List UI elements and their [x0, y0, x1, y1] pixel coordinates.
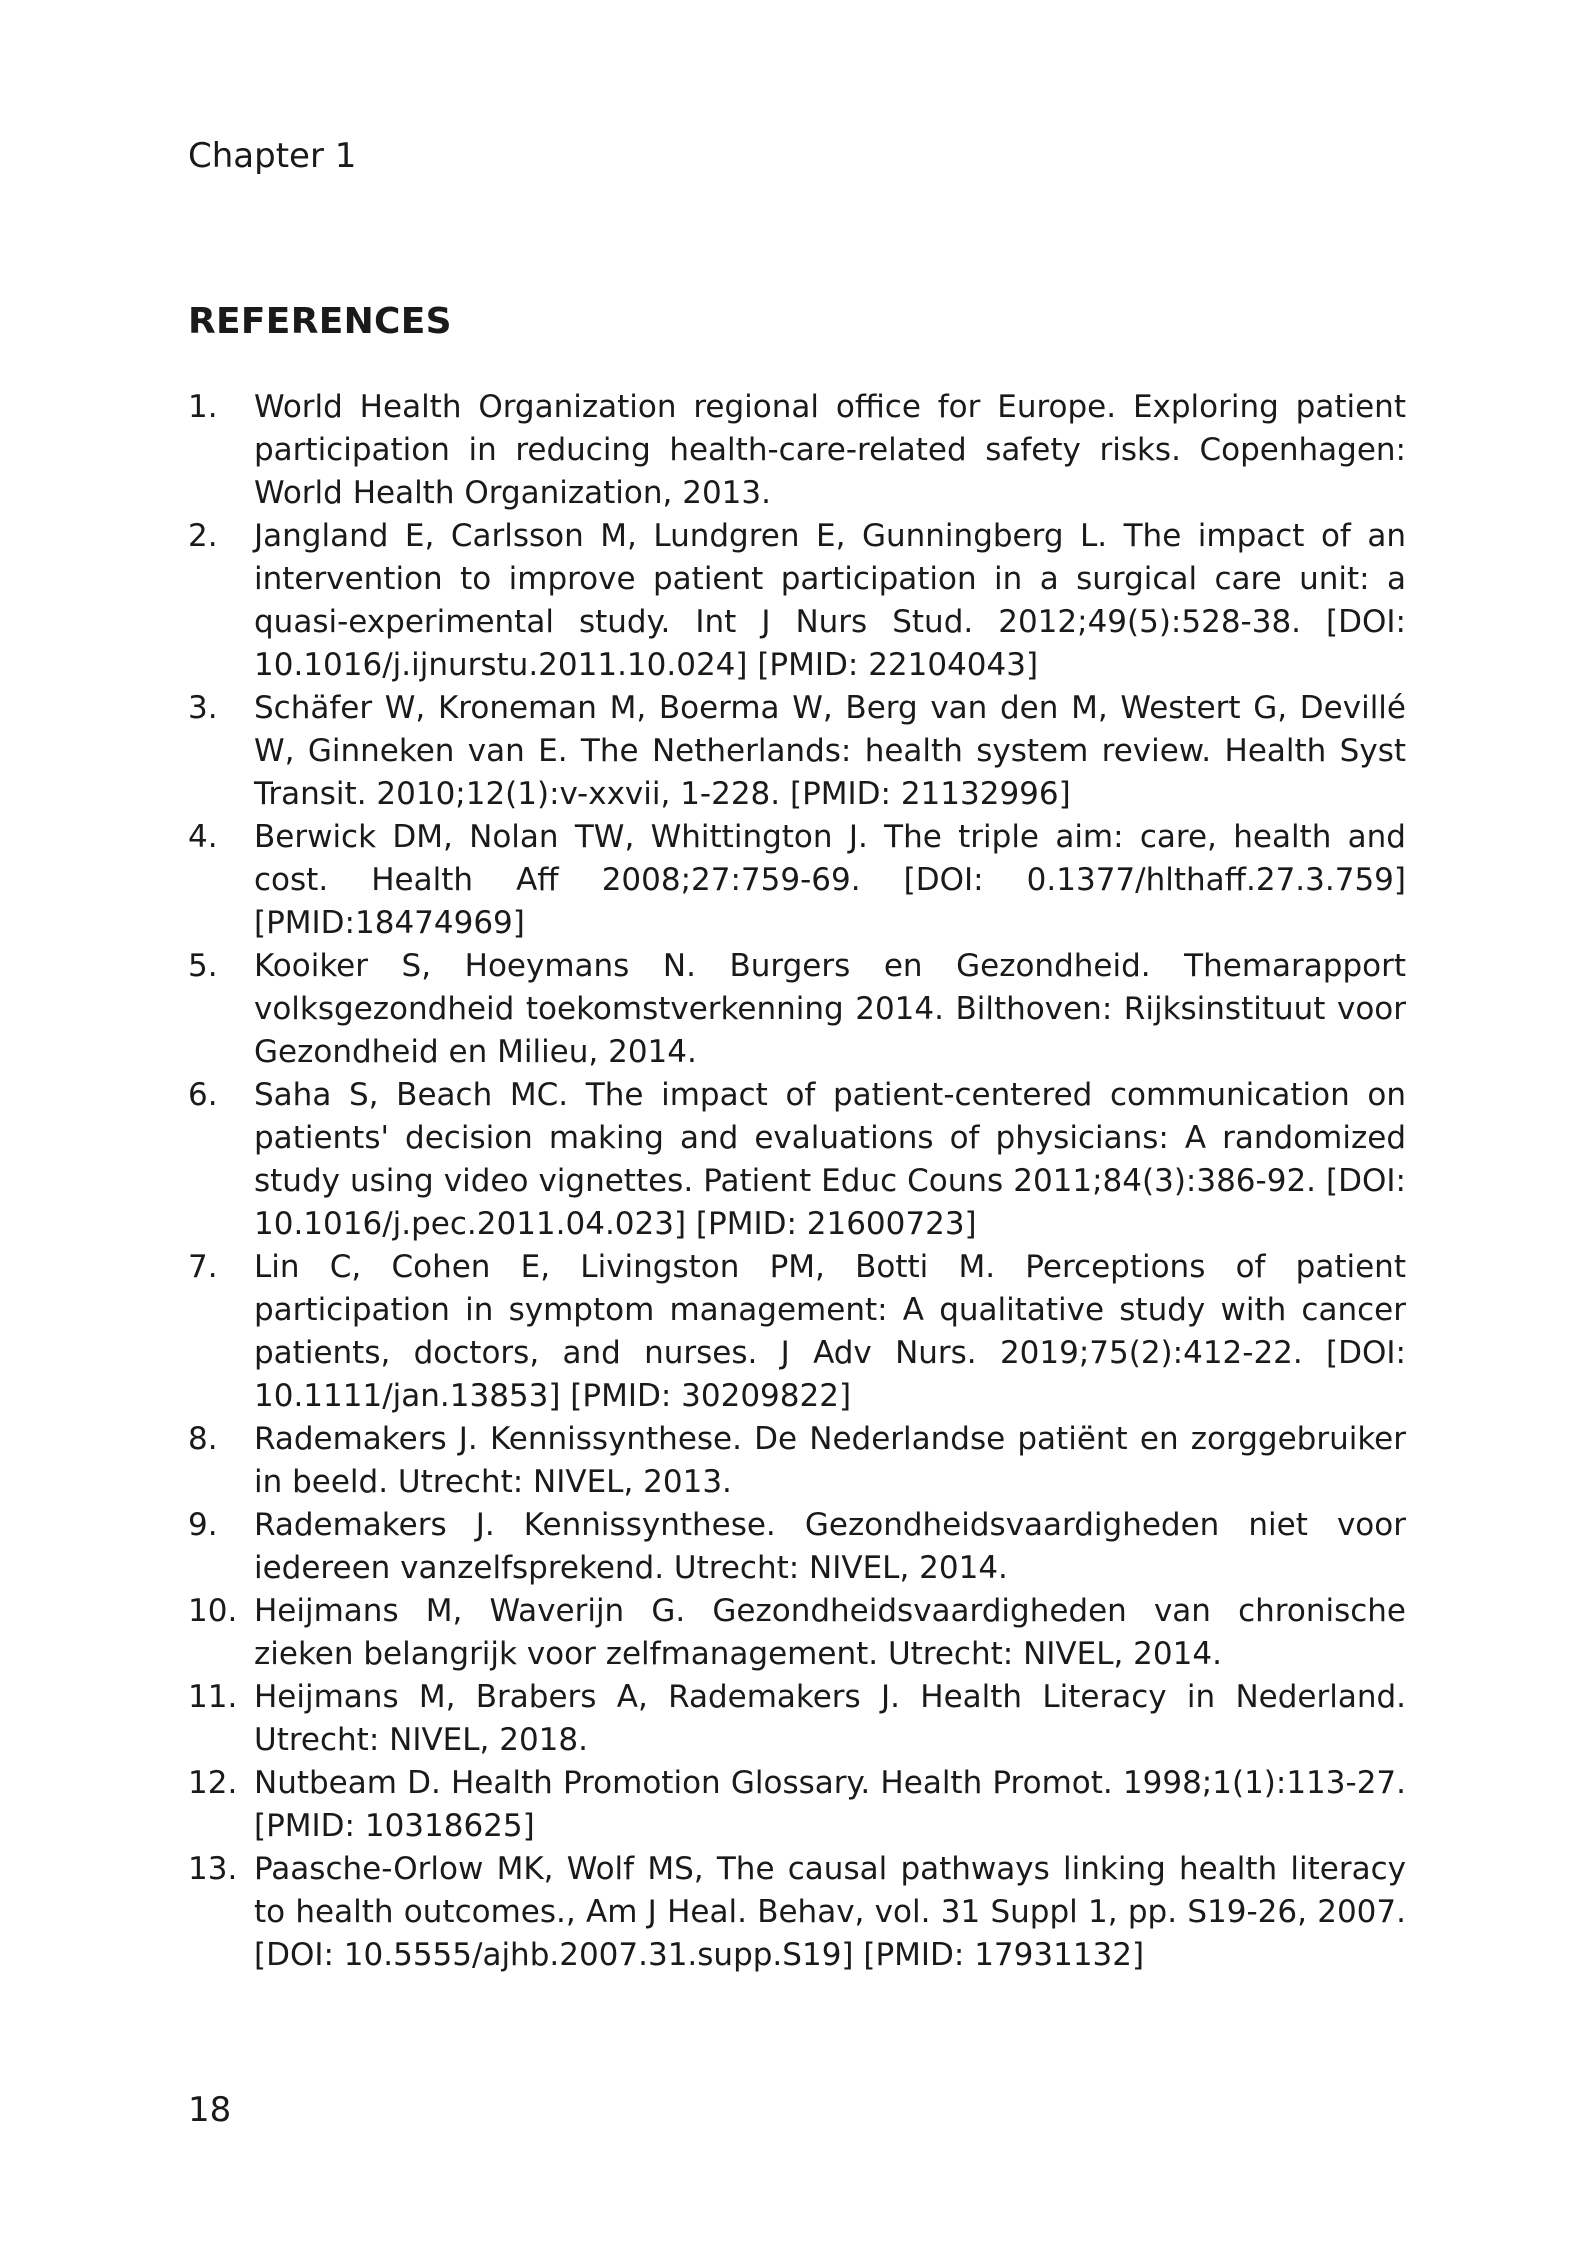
reference-item: [188, 1762, 1406, 1848]
reference-number: 11.: [188, 1679, 238, 1715]
reference-number: 1.: [188, 389, 218, 425]
reference-number: 10.: [188, 1593, 238, 1629]
reference-number: 7.: [188, 1249, 218, 1285]
reference-item: [188, 1074, 1406, 1246]
reference-item: [188, 816, 1406, 945]
reference-number: 13.: [188, 1851, 238, 1887]
reference-text: Heijmans M, Waverijn G. Gezondheidsvaardigheden van chronische zieken belangrijk voor zelfmanagement. Utrecht: NIVEL, 2014.: [254, 1593, 1406, 1672]
reference-number: 5.: [188, 948, 218, 984]
reference-item: [188, 1848, 1406, 1977]
reference-item: [188, 1504, 1406, 1590]
reference-text: Heijmans M, Brabers A, Rademakers J. Health Literacy in Nederland. Utrecht: NIVEL, 2018.: [254, 1679, 1406, 1758]
reference-item: [188, 515, 1406, 687]
reference-item: [188, 1246, 1406, 1418]
reference-list: [188, 386, 1406, 1977]
running-header: Chapter 1: [188, 136, 357, 176]
reference-number: 9.: [188, 1507, 218, 1543]
reference-text: Schäfer W, Kroneman M, Boerma W, Berg van den M, Westert G, Devillé W, Ginneken van E. The Netherlands: health system review. Health Syst Transit. 2010;12(1):v-xxvii, 1-228. [PMID: 21132996]: [254, 690, 1406, 812]
reference-text: Berwick DM, Nolan TW, Whittington J. The triple aim: care, health and cost. Health Aff 2008;27:759-69. [DOI: 0.1377/hlthaff.27.3.759] [PMID:18474969]: [254, 819, 1406, 941]
reference-number: 3.: [188, 690, 218, 726]
page-number: 18: [188, 2090, 232, 2130]
reference-text: Jangland E, Carlsson M, Lundgren E, Gunningberg L. The impact of an intervention to improve patient participation in a surgical care unit: a quasi-experimental study. Int J Nurs Stud. 2012;49(5):528-38. [DOI: 10.1016/j.ijnurstu.2011.10.024] [PMID: 22104043]: [254, 518, 1406, 683]
reference-number: 2.: [188, 518, 218, 554]
reference-number: 12.: [188, 1765, 238, 1801]
reference-item: [188, 945, 1406, 1074]
reference-number: 6.: [188, 1077, 218, 1113]
reference-text: Saha S, Beach MC. The impact of patient-centered communication on patients' decision making and evaluations of physicians: A randomized study using video vignettes. Patient Educ Couns 2011;84(3):386-92. [DOI: 10.1016/j.pec.2011.04.023] [PMID: 21600723]: [254, 1077, 1406, 1242]
reference-item: [188, 1418, 1406, 1504]
reference-text: Nutbeam D. Health Promotion Glossary. Health Promot. 1998;1(1):113-27. [PMID: 10318625]: [254, 1765, 1406, 1844]
reference-item: [188, 386, 1406, 515]
reference-text: Rademakers J. Kennissynthese. Gezondheidsvaardigheden niet voor iedereen vanzelfsprekend. Utrecht: NIVEL, 2014.: [254, 1507, 1406, 1586]
reference-item: [188, 1590, 1406, 1676]
section-heading: REFERENCES: [188, 301, 452, 342]
reference-text: World Health Organization regional office for Europe. Exploring patient participation in reducing health-care-related safety risks. Copenhagen: World Health Organization, 2013.: [254, 389, 1406, 511]
reference-number: 4.: [188, 819, 218, 855]
reference-text: Paasche-Orlow MK, Wolf MS, The causal pathways linking health literacy to health outcomes., Am J Heal. Behav, vol. 31 Suppl 1, pp. S19-26, 2007. [DOI: 10.5555/ajhb.2007.31.supp.S19] [PMID: 17931132]: [254, 1851, 1406, 1973]
reference-text: Lin C, Cohen E, Livingston PM, Botti M. Perceptions of patient participation in symptom management: A qualitative study with cancer patients, doctors, and nurses. J Adv Nurs. 2019;75(2):412-22. [DOI: 10.1111/jan.13853] [PMID: 30209822]: [254, 1249, 1406, 1414]
reference-item: [188, 1676, 1406, 1762]
reference-text: Kooiker S, Hoeymans N. Burgers en Gezondheid. Themarapport volksgezondheid toekomstverkenning 2014. Bilthoven: Rijksinstituut voor Gezondheid en Milieu, 2014.: [254, 948, 1406, 1070]
reference-item: [188, 687, 1406, 816]
reference-number: 8.: [188, 1421, 218, 1457]
reference-text: Rademakers J. Kennissynthese. De Nederlandse patiënt en zorggebruiker in beeld. Utrecht: NIVEL, 2013.: [254, 1421, 1406, 1500]
